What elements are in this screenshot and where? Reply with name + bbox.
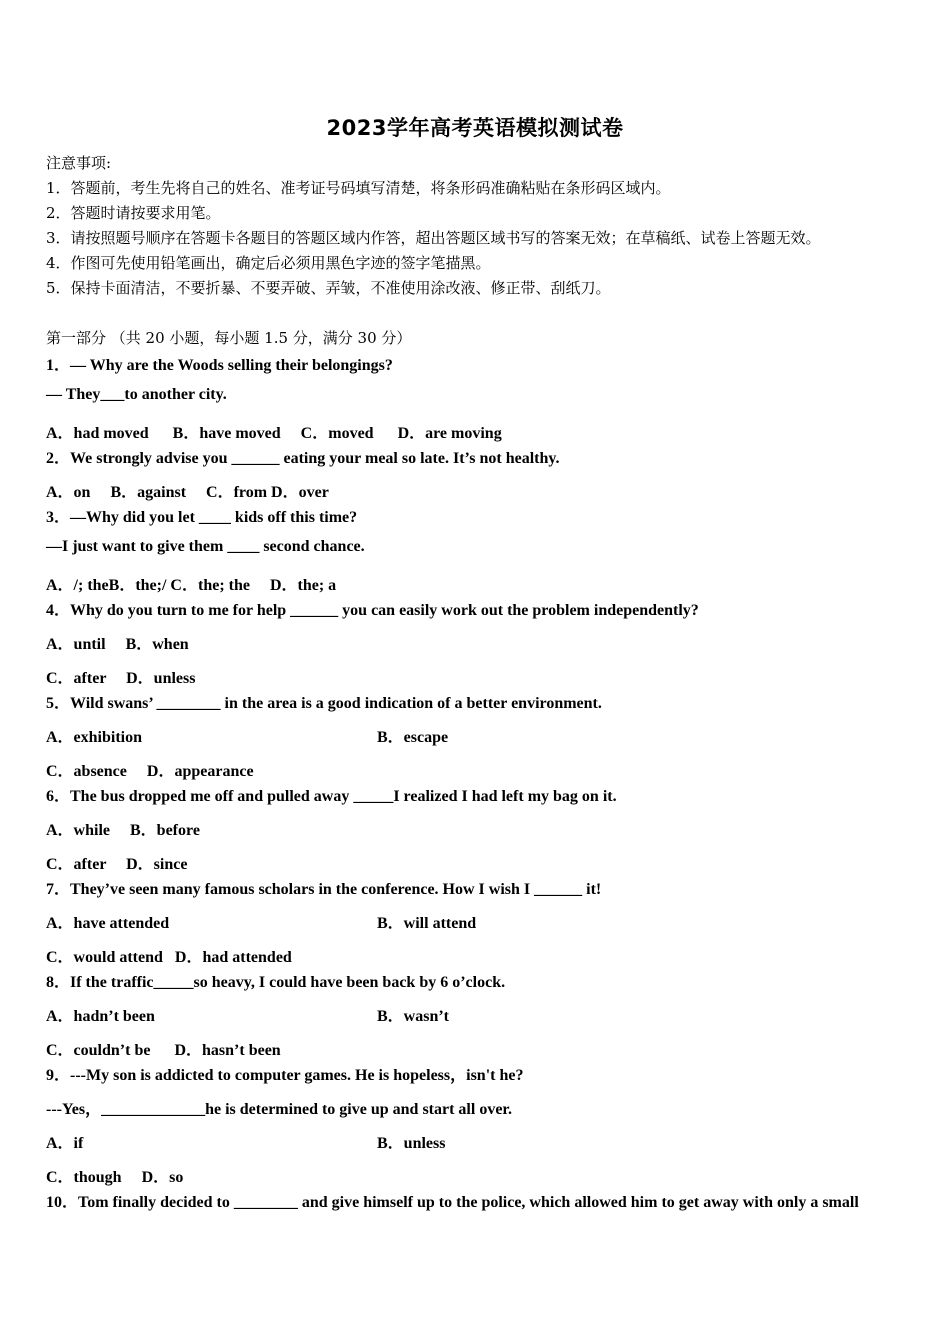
question-5-option-b: B．escape bbox=[377, 729, 449, 746]
question-8-stem: 8．If the traffic_____so heavy, I could have been back by 6 o’clock. bbox=[46, 974, 506, 991]
question-9-dialogue: ---Yes，_____________he is determined to give up and start all over. bbox=[46, 1101, 513, 1118]
notice-item: 3．请按照题号顺序在答题卡各题目的答题区域内作答，超出答题区域书写的答案无效；在草稿纸、试卷上答题无效。 bbox=[46, 229, 821, 247]
notice-item: 5．保持卡面清洁，不要折暴、不要弄破、弄皱，不准使用涂改液、修正带、刮纸刀。 bbox=[46, 279, 611, 297]
question-8-option-a: A．hadn’t been bbox=[46, 1008, 155, 1025]
question-9-option-a: A．if bbox=[46, 1135, 84, 1152]
question-4-stem: 4．Why do you turn to me for help ______ you can easily work out the problem independently? bbox=[46, 602, 699, 619]
question-8-option-b: B．wasn’t bbox=[377, 1008, 450, 1025]
question-7-option-b: B．will attend bbox=[377, 915, 477, 932]
question-5-option-a: A．exhibition bbox=[46, 729, 143, 746]
question-4-options-cd: C．after D．unless bbox=[46, 670, 196, 687]
question-7-options-cd: C．would attend D．had attended bbox=[46, 949, 292, 966]
notice-heading: 注意事项: bbox=[46, 154, 112, 172]
notice-item: 1．答题前，考生先将自己的姓名、准考证号码填写清楚，将条形码准确粘贴在条形码区域内。 bbox=[46, 179, 671, 197]
question-4-options-ab: A．until B．when bbox=[46, 636, 189, 653]
question-7-option-a: A．have attended bbox=[46, 915, 170, 932]
question-3-options: A．/; theB．the;/ C．the; the D．the; a bbox=[46, 577, 337, 594]
question-5-options-cd: C．absence D．appearance bbox=[46, 763, 254, 780]
question-2-stem: 2．We strongly advise you ______ eating your meal so late. It’s not healthy. bbox=[46, 450, 560, 467]
question-6-options-cd: C．after D．since bbox=[46, 856, 188, 873]
notice-item: 2．答题时请按要求用笔。 bbox=[46, 204, 221, 222]
page-title: 2023学年高考英语模拟测试卷 bbox=[326, 116, 624, 140]
question-3-stem: 3．—Why did you let ____ kids off this time? bbox=[46, 509, 358, 526]
question-1-options: A．had moved B．have moved C．moved D．are moving bbox=[46, 425, 502, 442]
question-10-stem: 10．Tom finally decided to ________ and give himself up to the police, which allowed him to get away with only a small bbox=[46, 1194, 859, 1211]
question-7-stem: 7．They’ve seen many famous scholars in the conference. How I wish I ______ it! bbox=[46, 881, 602, 898]
question-9-option-b: B．unless bbox=[377, 1135, 446, 1152]
question-1-stem: 1．— Why are the Woods selling their belongings? bbox=[46, 357, 393, 374]
notice-item: 4．作图可先使用铅笔画出，确定后必须用黑色字迹的签字笔描黑。 bbox=[46, 254, 491, 272]
section-heading: 第一部分 （共 20 小题，每小题 1.5 分，满分 30 分） bbox=[46, 329, 412, 347]
question-8-options-cd: C．couldn’t be D．hasn’t been bbox=[46, 1042, 281, 1059]
question-6-stem: 6．The bus dropped me off and pulled away _____I realized I had left my bag on it. bbox=[46, 788, 617, 805]
question-2-options: A．on B．against C．from D．over bbox=[46, 484, 329, 501]
question-9-stem: 9．---My son is addicted to computer games. He is hopeless，isn't he? bbox=[46, 1067, 524, 1084]
question-5-stem: 5．Wild swans’ ________ in the area is a good indication of a better environment. bbox=[46, 695, 602, 712]
question-1-dialogue: — They___to another city. bbox=[46, 386, 227, 403]
question-6-options-ab: A．while B．before bbox=[46, 822, 200, 839]
question-9-options-cd: C．though D．so bbox=[46, 1169, 184, 1186]
question-3-dialogue: —I just want to give them ____ second chance. bbox=[46, 538, 365, 555]
